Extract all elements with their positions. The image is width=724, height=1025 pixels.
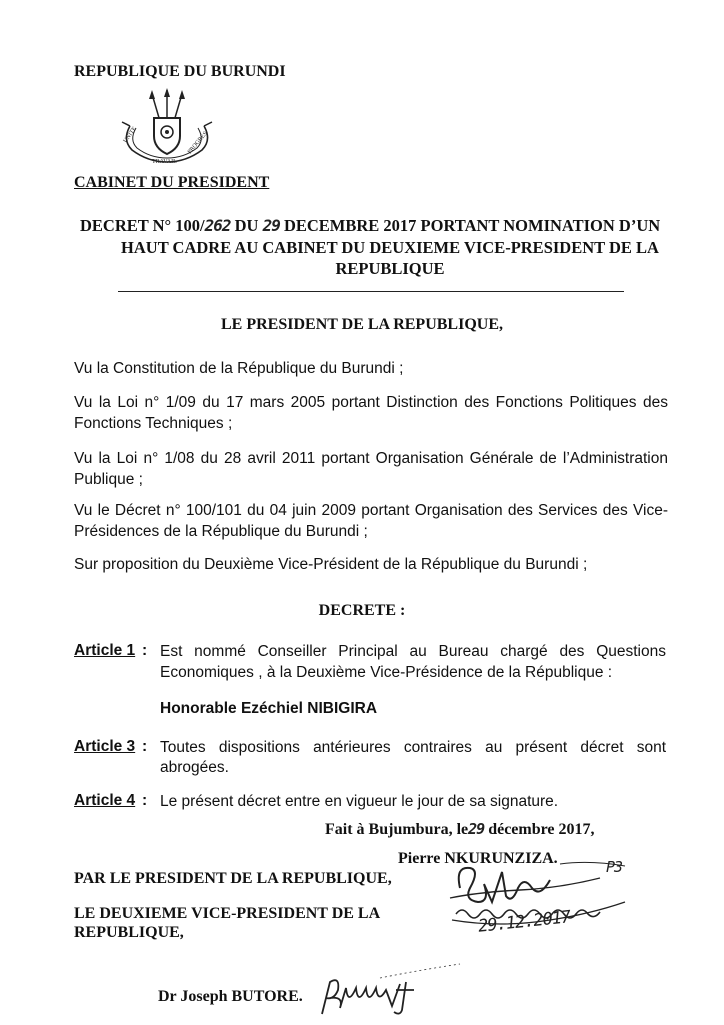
closing-day-handwritten: 29 [468,820,485,838]
article-1-line2: Economiques , à la Deuxième Vice-Présidence de la République : [160,664,613,681]
visa-loi-2005: Vu la Loi n° 1/09 du 17 mars 2005 portant Distinction des Fonctions Politiques des Fonctions Techniques ; [74,394,668,432]
article-3-line2: abrogées. [160,759,229,776]
motto-word-2: TRAVAIL [152,159,177,165]
motto-word-3: PROGRES [186,130,209,156]
article-3-separator: : [142,738,148,755]
article-1-line1: Est nommé Conseiller Principal au Bureau chargé des Questions [160,643,666,660]
decree-title-prefix: DECRET N° 100/ [80,216,205,235]
visa-constitution: Vu la Constitution de la République du Burundi ; [74,360,404,377]
country-heading: REPUBLIQUE DU BURUNDI [74,63,286,80]
vice-president-line2: REPUBLIQUE, [74,924,184,941]
par-le-president-line: PAR LE PRESIDENT DE LA REPUBLIQUE, [74,870,392,887]
article-1-label: Article 1 [74,642,136,659]
title-divider [118,291,624,292]
visa-loi-2011: Vu la Loi n° 1/08 du 28 avril 2011 portant Organisation Générale de l’Administration Publique ; [74,450,668,488]
vice-president-signature [310,960,470,1020]
visa-proposition: Sur proposition du Deuxième Vice-Président de la République du Burundi ; [74,556,588,573]
article-3-label: Article 3 [74,738,136,755]
vice-president-name: Dr Joseph BUTORE. [158,988,303,1005]
decree-number-handwritten: 262 [204,216,231,235]
preamble-heading: LE PRESIDENT DE LA REPUBLIQUE, [221,316,503,333]
visa-decret-2009: Vu le Décret n° 100/101 du 04 juin 2009 portant Organisation des Services des Vice-Présidences de la République du Burundi ; [74,502,668,540]
appointee-name: Honorable Ezéchiel NIBIGIRA [160,700,378,717]
coat-of-arms-emblem [112,88,222,170]
decree-title-du: DU [234,216,259,235]
signature-mark-handwritten: P3 [606,858,623,876]
president-name: Pierre NKURUNZIZA. [398,850,558,867]
article-4-label: Article 4 [74,792,136,809]
signature-date-handwritten: 29.12.2017 [477,907,572,937]
article-4-text: Le présent décret entre en vigueur le jour de sa signature. [160,793,559,810]
decree-title-line2: HAUT CADRE AU CABINET DU DEUXIEME VICE-PRESIDENT DE LA [121,238,659,257]
place-prefix: Fait à Bujumbura, le [325,821,469,838]
article-4-separator: : [142,792,148,809]
decree-title-rest: DECEMBRE 2017 PORTANT NOMINATION D’UN [283,216,661,235]
vice-president-line1: LE DEUXIEME VICE-PRESIDENT DE LA [74,905,381,922]
decrete-heading: DECRETE : [318,602,406,619]
decree-title-line3: REPUBLIQUE [335,259,445,278]
motto-word-1: UNITE [122,125,138,145]
decree-title [80,216,700,236]
article-1-separator: : [142,642,148,659]
date-rest: décembre 2017, [488,821,595,838]
place-and-date [325,820,595,839]
article-3-line1: Toutes dispositions antérieures contraires au présent décret sont [160,739,666,756]
office-heading: CABINET DU PRESIDENT [74,174,270,191]
decree-day-handwritten: 29 [262,216,280,235]
